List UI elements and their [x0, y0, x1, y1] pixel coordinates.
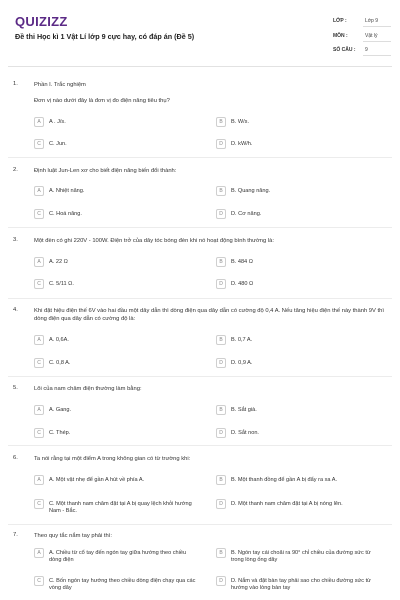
option-text: D. Sắt non.: [231, 429, 259, 436]
option-text: D. Nắm và đặt bàn tay phải sao cho chiều đường sức từ hướng vào lòng bàn tay: [231, 577, 371, 591]
option-letter-box: D: [216, 139, 226, 149]
option-text: C. Thép.: [49, 429, 71, 436]
option-letter-box: C: [34, 428, 44, 438]
question-number: 5.: [13, 385, 18, 391]
option-text: A. 22 Ω: [49, 258, 68, 265]
option-letter-box: C: [34, 499, 44, 509]
meta-line: [363, 55, 391, 56]
question-number: 6.: [13, 455, 18, 461]
question-divider: [8, 524, 392, 525]
meta-subject-value: Vật lý: [365, 33, 378, 39]
option-letter-box: A: [34, 405, 44, 415]
option-text: C. Jun.: [49, 140, 67, 147]
option-letter-box: B: [216, 186, 226, 196]
section-label: Phần I. Trắc nghiệm: [34, 82, 86, 88]
worksheet-header: [0, 0, 400, 66]
meta-line: [363, 41, 391, 42]
option-text: B. W/s.: [231, 118, 250, 125]
question-number: 3.: [13, 237, 18, 243]
question-text: Ta nói rằng tại một điểm A trong không gian có từ trường khi:: [34, 456, 191, 462]
option-letter-box: A: [34, 186, 44, 196]
question-text: Lõi của nam châm điện thường làm bằng:: [34, 386, 142, 392]
option-letter-box: C: [34, 139, 44, 149]
question-divider: [8, 157, 392, 158]
header-divider: [8, 66, 392, 67]
option-letter-box: B: [216, 475, 226, 485]
option-text: C. Hoá năng.: [49, 210, 82, 217]
option-letter-box: A: [34, 548, 44, 558]
meta-class-value: Lớp 9: [365, 18, 379, 24]
option-text: A. Gang.: [49, 406, 72, 413]
option-text: D. 480 Ω: [231, 280, 254, 287]
option-letter-box: A: [34, 475, 44, 485]
option-letter-box: D: [216, 279, 226, 289]
option-text: C. 5/11 Ω.: [49, 280, 74, 287]
option-letter-box: D: [216, 499, 226, 509]
option-letter-box: D: [216, 576, 226, 586]
option-text: A. Một vật nhẹ để gần A hút về phía A.: [49, 476, 145, 483]
option-text: A. 0,6A.: [49, 336, 69, 343]
option-letter-box: D: [216, 209, 226, 219]
meta-class-label: LỚP :: [333, 18, 347, 24]
question-divider: [8, 376, 392, 377]
question-number: 2.: [13, 167, 18, 173]
option-text: B. Quang năng.: [231, 187, 271, 194]
meta-count-value: 9: [365, 47, 368, 53]
option-letter-box: B: [216, 257, 226, 267]
option-letter-box: B: [216, 335, 226, 345]
option-text: C. Một thanh nam châm đặt tại A bị quay lệch khỏi hướng Nam - Bắc.: [49, 500, 192, 514]
option-letter-box: B: [216, 405, 226, 415]
option-text: B. Ngón tay cái choãi ra 90° chỉ chiều của đường sức từ trong lòng ống dây: [231, 549, 371, 563]
option-letter-box: A: [34, 257, 44, 267]
question-divider: [8, 227, 392, 228]
question-number: 1.: [13, 81, 18, 87]
worksheet-title: Đề thi Học kì 1 Vật Lí lớp 9 cực hay, có đáp án (Đề 5): [15, 32, 195, 41]
option-text: C. Bốn ngón tay hướng theo chiều dòng điện chạy qua các vòng dây: [49, 577, 196, 591]
option-text: A. Nhiệt năng.: [49, 187, 85, 194]
question-text: Theo quy tắc nắm tay phải thì:: [34, 533, 112, 539]
meta-count-label: SỐ CÂU :: [333, 47, 356, 53]
option-letter-box: B: [216, 117, 226, 127]
option-text: D. 0,9 A.: [231, 359, 253, 366]
option-text: B. Một thanh đồng để gần A bị đẩy ra xa A.: [231, 476, 338, 483]
option-text: B. 484 Ω: [231, 258, 253, 265]
option-letter-box: B: [216, 548, 226, 558]
question-divider: [8, 445, 392, 446]
question-number: 4.: [13, 307, 18, 313]
question-text: Định luật Jun-Len xơ cho biết điện năng biến đổi thành:: [34, 168, 177, 174]
option-text: B. Sắt già.: [231, 406, 257, 413]
question-text: Một đèn có ghi 220V - 100W. Điện trở của dây tóc bóng đèn khi nó hoạt động bình thường là:: [34, 238, 274, 244]
option-letter-box: D: [216, 358, 226, 368]
option-letter-box: C: [34, 279, 44, 289]
option-text: D. Một thanh nam châm đặt tại A bị nóng lên.: [231, 500, 343, 507]
option-letter-box: A: [34, 335, 44, 345]
meta-line: [363, 26, 391, 27]
option-text: D. Cơ năng.: [231, 210, 262, 217]
quizizz-logo: QUIZIZZ: [15, 14, 68, 29]
question-text: Khi đặt hiệu điện thế 6V vào hai đầu một dây dẫn thì dòng điện qua dây dẫn có cường độ 0,4 A. Nếu tăng hiệu điện thế này thành 9V thì dòng điện qua dây dẫn có cường độ là:: [34, 308, 384, 322]
option-letter-box: C: [34, 358, 44, 368]
option-text: B. 0,7 A.: [231, 336, 253, 343]
question-text: Đơn vị nào dưới đây là đơn vị đo điện năng tiêu thụ?: [34, 98, 170, 104]
meta-subject-label: MÔN :: [333, 33, 348, 39]
question-number: 7.: [13, 532, 18, 538]
option-letter-box: C: [34, 576, 44, 586]
option-text: C. 0,8 A.: [49, 359, 71, 366]
option-letter-box: A: [34, 117, 44, 127]
option-letter-box: D: [216, 428, 226, 438]
option-text: A . J/s.: [49, 118, 66, 125]
option-text: D. kW/h.: [231, 140, 253, 147]
question-divider: [8, 298, 392, 299]
option-text: A. Chiều từ cổ tay đến ngón tay giữa hướng theo chiều dòng điện: [49, 549, 187, 563]
option-letter-box: C: [34, 209, 44, 219]
